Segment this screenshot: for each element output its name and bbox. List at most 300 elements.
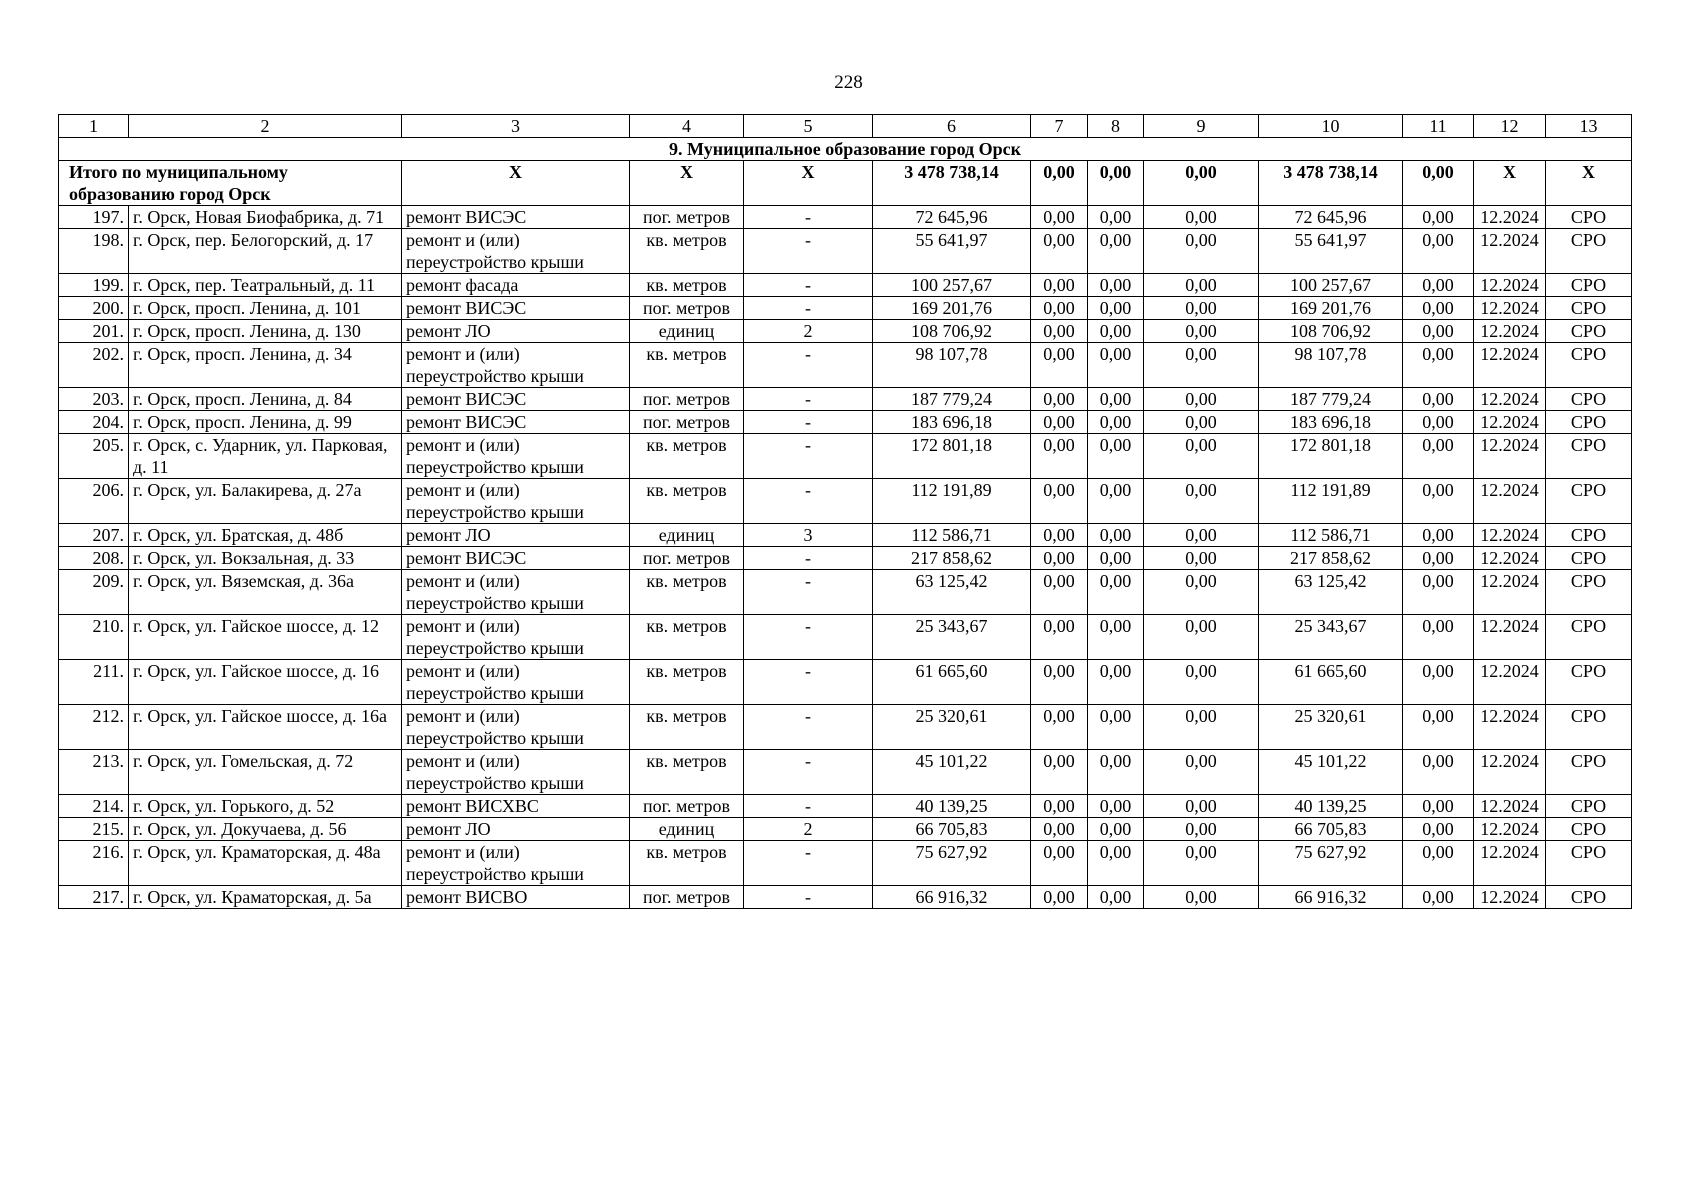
amount-cell: 0,00 xyxy=(1031,841,1088,886)
address-cell: г. Орск, ул. Гайское шоссе, д. 12 xyxy=(129,615,402,660)
amount-cell: 0,00 xyxy=(1144,320,1259,343)
amount-cell: 0,00 xyxy=(1031,570,1088,615)
column-number: 8 xyxy=(1088,115,1144,138)
amount-cell: 0,00 xyxy=(1403,818,1474,841)
work-type-cell: ремонт ЛО xyxy=(402,818,630,841)
address-cell: г. Орск, пер. Театральный, д. 11 xyxy=(129,274,402,297)
unit-cell: кв. метров xyxy=(630,479,744,524)
table-row xyxy=(59,274,1632,297)
unit-cell: пог. метров xyxy=(630,388,744,411)
amount-cell: 0,00 xyxy=(1144,229,1259,274)
quantity-cell: - xyxy=(744,274,873,297)
amount-cell: 0,00 xyxy=(1144,524,1259,547)
amount-cell: 45 101,22 xyxy=(1259,750,1403,795)
column-number: 5 xyxy=(744,115,873,138)
column-number: 1 xyxy=(59,115,129,138)
amount-cell: 0,00 xyxy=(1088,841,1144,886)
deadline-cell: 12.2024 xyxy=(1474,818,1546,841)
amount-cell: 0,00 xyxy=(1144,547,1259,570)
deadline-cell: 12.2024 xyxy=(1474,343,1546,388)
total-cell: 0,00 xyxy=(1031,161,1088,206)
address-cell: г. Орск, просп. Ленина, д. 99 xyxy=(129,411,402,434)
table-row xyxy=(59,705,1632,750)
work-type-cell: ремонт ВИСЭС xyxy=(402,547,630,570)
row-number: 203. xyxy=(59,388,129,411)
row-number: 205. xyxy=(59,434,129,479)
row-number: 211. xyxy=(59,660,129,705)
amount-cell: 0,00 xyxy=(1144,274,1259,297)
row-number: 207. xyxy=(59,524,129,547)
total-cell: 0,00 xyxy=(1144,161,1259,206)
work-type-cell: ремонт и (или) переустройство крыши xyxy=(402,479,630,524)
work-type-cell: ремонт ВИСЭС xyxy=(402,297,630,320)
row-number: 199. xyxy=(59,274,129,297)
column-number: 2 xyxy=(129,115,402,138)
amount-cell: 0,00 xyxy=(1031,479,1088,524)
amount-cell: 0,00 xyxy=(1403,660,1474,705)
amount-cell: 0,00 xyxy=(1403,524,1474,547)
amount-cell: 0,00 xyxy=(1144,570,1259,615)
amount-cell: 0,00 xyxy=(1031,206,1088,229)
cost-cell: 112 191,89 xyxy=(873,479,1031,524)
quantity-cell: - xyxy=(744,570,873,615)
unit-cell: кв. метров xyxy=(630,615,744,660)
quantity-cell: 2 xyxy=(744,320,873,343)
unit-cell: кв. метров xyxy=(630,229,744,274)
address-cell: г. Орск, просп. Ленина, д. 84 xyxy=(129,388,402,411)
total-row xyxy=(59,161,1632,206)
address-cell: г. Орск, ул. Вяземская, д. 36а xyxy=(129,570,402,615)
table-row xyxy=(59,229,1632,274)
amount-cell: 0,00 xyxy=(1144,479,1259,524)
cost-cell: 108 706,92 xyxy=(873,320,1031,343)
amount-cell: 66 916,32 xyxy=(1259,886,1403,909)
work-type-cell: ремонт и (или) переустройство крыши xyxy=(402,841,630,886)
amount-cell: 0,00 xyxy=(1403,795,1474,818)
row-number: 210. xyxy=(59,615,129,660)
deadline-cell: 12.2024 xyxy=(1474,479,1546,524)
table-row xyxy=(59,660,1632,705)
deadline-cell: 12.2024 xyxy=(1474,320,1546,343)
amount-cell: 0,00 xyxy=(1403,479,1474,524)
column-number: 10 xyxy=(1259,115,1403,138)
amount-cell: 0,00 xyxy=(1031,547,1088,570)
amount-cell: 0,00 xyxy=(1088,388,1144,411)
address-cell: г. Орск, ул. Балакирева, д. 27а xyxy=(129,479,402,524)
quantity-cell: - xyxy=(744,343,873,388)
executor-cell: СРО xyxy=(1546,547,1632,570)
deadline-cell: 12.2024 xyxy=(1474,547,1546,570)
amount-cell: 0,00 xyxy=(1403,547,1474,570)
amount-cell: 0,00 xyxy=(1031,343,1088,388)
executor-cell: СРО xyxy=(1546,886,1632,909)
amount-cell: 0,00 xyxy=(1403,388,1474,411)
address-cell: г. Орск, ул. Гайское шоссе, д. 16 xyxy=(129,660,402,705)
amount-cell: 0,00 xyxy=(1144,818,1259,841)
quantity-cell: - xyxy=(744,886,873,909)
quantity-cell: - xyxy=(744,388,873,411)
quantity-cell: 3 xyxy=(744,524,873,547)
amount-cell: 0,00 xyxy=(1144,750,1259,795)
amount-cell: 0,00 xyxy=(1088,660,1144,705)
amount-cell: 0,00 xyxy=(1088,479,1144,524)
work-type-cell: ремонт ВИСЭС xyxy=(402,206,630,229)
amount-cell: 0,00 xyxy=(1144,660,1259,705)
amount-cell: 0,00 xyxy=(1088,750,1144,795)
table-row xyxy=(59,320,1632,343)
row-number: 198. xyxy=(59,229,129,274)
executor-cell: СРО xyxy=(1546,795,1632,818)
column-number: 11 xyxy=(1403,115,1474,138)
address-cell: г. Орск, ул. Докучаева, д. 56 xyxy=(129,818,402,841)
column-number: 7 xyxy=(1031,115,1088,138)
total-cell: X xyxy=(744,161,873,206)
work-type-cell: ремонт и (или) переустройство крыши xyxy=(402,570,630,615)
work-type-cell: ремонт и (или) переустройство крыши xyxy=(402,660,630,705)
address-cell: г. Орск, ул. Краматорская, д. 48а xyxy=(129,841,402,886)
executor-cell: СРО xyxy=(1546,320,1632,343)
table-row xyxy=(59,570,1632,615)
table-row xyxy=(59,411,1632,434)
amount-cell: 72 645,96 xyxy=(1259,206,1403,229)
quantity-cell: - xyxy=(744,750,873,795)
executor-cell: СРО xyxy=(1546,274,1632,297)
unit-cell: единиц xyxy=(630,524,744,547)
address-cell: г. Орск, пер. Белогорский, д. 17 xyxy=(129,229,402,274)
executor-cell: СРО xyxy=(1546,388,1632,411)
work-type-cell: ремонт и (или) переустройство крыши xyxy=(402,343,630,388)
amount-cell: 0,00 xyxy=(1144,388,1259,411)
amount-cell: 0,00 xyxy=(1403,343,1474,388)
cost-cell: 217 858,62 xyxy=(873,547,1031,570)
address-cell: г. Орск, ул. Гайское шоссе, д. 16а xyxy=(129,705,402,750)
row-number: 206. xyxy=(59,479,129,524)
row-number: 213. xyxy=(59,750,129,795)
table-row xyxy=(59,818,1632,841)
unit-cell: кв. метров xyxy=(630,660,744,705)
amount-cell: 0,00 xyxy=(1031,524,1088,547)
amount-cell: 112 191,89 xyxy=(1259,479,1403,524)
work-type-cell: ремонт ВИСЭС xyxy=(402,411,630,434)
amount-cell: 0,00 xyxy=(1031,274,1088,297)
deadline-cell: 12.2024 xyxy=(1474,795,1546,818)
quantity-cell: - xyxy=(744,411,873,434)
address-cell: г. Орск, ул. Братская, д. 48б xyxy=(129,524,402,547)
amount-cell: 0,00 xyxy=(1031,615,1088,660)
unit-cell: кв. метров xyxy=(630,570,744,615)
amount-cell: 55 641,97 xyxy=(1259,229,1403,274)
amount-cell: 0,00 xyxy=(1403,434,1474,479)
amount-cell: 112 586,71 xyxy=(1259,524,1403,547)
row-number: 201. xyxy=(59,320,129,343)
amount-cell: 0,00 xyxy=(1088,547,1144,570)
amount-cell: 0,00 xyxy=(1031,388,1088,411)
cost-cell: 75 627,92 xyxy=(873,841,1031,886)
row-number: 217. xyxy=(59,886,129,909)
total-cell: X xyxy=(1546,161,1632,206)
cost-cell: 183 696,18 xyxy=(873,411,1031,434)
row-number: 202. xyxy=(59,343,129,388)
cost-cell: 112 586,71 xyxy=(873,524,1031,547)
quantity-cell: - xyxy=(744,841,873,886)
deadline-cell: 12.2024 xyxy=(1474,570,1546,615)
executor-cell: СРО xyxy=(1546,206,1632,229)
amount-cell: 0,00 xyxy=(1088,297,1144,320)
work-type-cell: ремонт и (или) переустройство крыши xyxy=(402,615,630,660)
deadline-cell: 12.2024 xyxy=(1474,841,1546,886)
amount-cell: 0,00 xyxy=(1144,343,1259,388)
amount-cell: 0,00 xyxy=(1144,886,1259,909)
column-number: 13 xyxy=(1546,115,1632,138)
table-row xyxy=(59,524,1632,547)
amount-cell: 0,00 xyxy=(1403,705,1474,750)
amount-cell: 0,00 xyxy=(1088,434,1144,479)
work-type-cell: ремонт ВИСЭС xyxy=(402,388,630,411)
deadline-cell: 12.2024 xyxy=(1474,615,1546,660)
column-number: 12 xyxy=(1474,115,1546,138)
amount-cell: 0,00 xyxy=(1088,570,1144,615)
amount-cell: 0,00 xyxy=(1031,297,1088,320)
column-number: 6 xyxy=(873,115,1031,138)
cost-cell: 66 705,83 xyxy=(873,818,1031,841)
work-type-cell: ремонт и (или) переустройство крыши xyxy=(402,434,630,479)
amount-cell: 100 257,67 xyxy=(1259,274,1403,297)
unit-cell: пог. метров xyxy=(630,297,744,320)
table-row xyxy=(59,297,1632,320)
executor-cell: СРО xyxy=(1546,229,1632,274)
cost-cell: 45 101,22 xyxy=(873,750,1031,795)
amount-cell: 75 627,92 xyxy=(1259,841,1403,886)
amount-cell: 0,00 xyxy=(1031,229,1088,274)
address-cell: г. Орск, просп. Ленина, д. 130 xyxy=(129,320,402,343)
table-row xyxy=(59,343,1632,388)
quantity-cell: - xyxy=(744,615,873,660)
work-type-cell: ремонт и (или) переустройство крыши xyxy=(402,750,630,795)
amount-cell: 0,00 xyxy=(1088,274,1144,297)
address-cell: г. Орск, с. Ударник, ул. Парковая, д. 11 xyxy=(129,434,402,479)
amount-cell: 0,00 xyxy=(1144,795,1259,818)
column-number: 3 xyxy=(402,115,630,138)
unit-cell: пог. метров xyxy=(630,547,744,570)
amount-cell: 25 320,61 xyxy=(1259,705,1403,750)
deadline-cell: 12.2024 xyxy=(1474,411,1546,434)
table-row xyxy=(59,886,1632,909)
cost-cell: 187 779,24 xyxy=(873,388,1031,411)
amount-cell: 0,00 xyxy=(1144,411,1259,434)
row-number: 216. xyxy=(59,841,129,886)
amount-cell: 0,00 xyxy=(1088,818,1144,841)
total-cell: 0,00 xyxy=(1403,161,1474,206)
amount-cell: 0,00 xyxy=(1031,818,1088,841)
amount-cell: 0,00 xyxy=(1144,841,1259,886)
column-number: 4 xyxy=(630,115,744,138)
amount-cell: 98 107,78 xyxy=(1259,343,1403,388)
table-row xyxy=(59,547,1632,570)
deadline-cell: 12.2024 xyxy=(1474,206,1546,229)
executor-cell: СРО xyxy=(1546,434,1632,479)
amount-cell: 0,00 xyxy=(1403,229,1474,274)
quantity-cell: - xyxy=(744,547,873,570)
amount-cell: 0,00 xyxy=(1088,795,1144,818)
address-cell: г. Орск, ул. Горького, д. 52 xyxy=(129,795,402,818)
total-cell: X xyxy=(630,161,744,206)
executor-cell: СРО xyxy=(1546,818,1632,841)
deadline-cell: 12.2024 xyxy=(1474,388,1546,411)
cost-cell: 98 107,78 xyxy=(873,343,1031,388)
amount-cell: 217 858,62 xyxy=(1259,547,1403,570)
row-number: 209. xyxy=(59,570,129,615)
amount-cell: 183 696,18 xyxy=(1259,411,1403,434)
amount-cell: 25 343,67 xyxy=(1259,615,1403,660)
executor-cell: СРО xyxy=(1546,841,1632,886)
amount-cell: 0,00 xyxy=(1403,886,1474,909)
amount-cell: 0,00 xyxy=(1403,411,1474,434)
table-row xyxy=(59,750,1632,795)
total-cell: X xyxy=(402,161,630,206)
quantity-cell: 2 xyxy=(744,818,873,841)
amount-cell: 0,00 xyxy=(1088,524,1144,547)
section-title: 9. Муниципальное образование город Орск xyxy=(59,138,1632,161)
amount-cell: 0,00 xyxy=(1403,750,1474,795)
cost-cell: 40 139,25 xyxy=(873,795,1031,818)
amount-cell: 0,00 xyxy=(1088,229,1144,274)
amount-cell: 0,00 xyxy=(1403,615,1474,660)
cost-cell: 100 257,67 xyxy=(873,274,1031,297)
amount-cell: 0,00 xyxy=(1088,206,1144,229)
work-type-cell: ремонт ВИСХВС xyxy=(402,795,630,818)
amount-cell: 0,00 xyxy=(1031,660,1088,705)
address-cell: г. Орск, просп. Ленина, д. 34 xyxy=(129,343,402,388)
amount-cell: 0,00 xyxy=(1144,297,1259,320)
row-number: 208. xyxy=(59,547,129,570)
deadline-cell: 12.2024 xyxy=(1474,660,1546,705)
work-type-cell: ремонт ЛО xyxy=(402,320,630,343)
work-type-cell: ремонт ЛО xyxy=(402,524,630,547)
amount-cell: 0,00 xyxy=(1088,705,1144,750)
amount-cell: 0,00 xyxy=(1031,795,1088,818)
row-number: 197. xyxy=(59,206,129,229)
column-number-row xyxy=(59,115,1632,138)
total-cell: X xyxy=(1474,161,1546,206)
unit-cell: кв. метров xyxy=(630,841,744,886)
amount-cell: 169 201,76 xyxy=(1259,297,1403,320)
amount-cell: 0,00 xyxy=(1031,750,1088,795)
cost-cell: 25 343,67 xyxy=(873,615,1031,660)
amount-cell: 0,00 xyxy=(1088,343,1144,388)
page-number: 228 xyxy=(834,72,863,93)
amount-cell: 0,00 xyxy=(1031,320,1088,343)
address-cell: г. Орск, ул. Вокзальная, д. 33 xyxy=(129,547,402,570)
executor-cell: СРО xyxy=(1546,660,1632,705)
unit-cell: кв. метров xyxy=(630,274,744,297)
row-number: 214. xyxy=(59,795,129,818)
address-cell: г. Орск, ул. Гомельская, д. 72 xyxy=(129,750,402,795)
row-number: 200. xyxy=(59,297,129,320)
executor-cell: СРО xyxy=(1546,411,1632,434)
table-row xyxy=(59,615,1632,660)
amount-cell: 0,00 xyxy=(1144,434,1259,479)
amount-cell: 0,00 xyxy=(1403,570,1474,615)
amount-cell: 40 139,25 xyxy=(1259,795,1403,818)
amount-cell: 0,00 xyxy=(1088,320,1144,343)
amount-cell: 0,00 xyxy=(1144,705,1259,750)
cost-cell: 63 125,42 xyxy=(873,570,1031,615)
cost-cell: 55 641,97 xyxy=(873,229,1031,274)
deadline-cell: 12.2024 xyxy=(1474,886,1546,909)
amount-cell: 0,00 xyxy=(1403,320,1474,343)
unit-cell: кв. метров xyxy=(630,343,744,388)
address-cell: г. Орск, ул. Краматорская, д. 5а xyxy=(129,886,402,909)
amount-cell: 66 705,83 xyxy=(1259,818,1403,841)
table-row xyxy=(59,388,1632,411)
amount-cell: 0,00 xyxy=(1031,705,1088,750)
cost-cell: 25 320,61 xyxy=(873,705,1031,750)
amount-cell: 0,00 xyxy=(1144,206,1259,229)
deadline-cell: 12.2024 xyxy=(1474,750,1546,795)
deadline-cell: 12.2024 xyxy=(1474,274,1546,297)
cost-cell: 61 665,60 xyxy=(873,660,1031,705)
row-number: 215. xyxy=(59,818,129,841)
work-type-cell: ремонт и (или) переустройство крыши xyxy=(402,705,630,750)
quantity-cell: - xyxy=(744,229,873,274)
quantity-cell: - xyxy=(744,660,873,705)
row-number: 212. xyxy=(59,705,129,750)
amount-cell: 172 801,18 xyxy=(1259,434,1403,479)
work-type-cell: ремонт ВИСВО xyxy=(402,886,630,909)
executor-cell: СРО xyxy=(1546,750,1632,795)
amount-cell: 108 706,92 xyxy=(1259,320,1403,343)
total-cell: 3 478 738,14 xyxy=(873,161,1031,206)
unit-cell: пог. метров xyxy=(630,411,744,434)
amount-cell: 0,00 xyxy=(1403,297,1474,320)
unit-cell: пог. метров xyxy=(630,795,744,818)
amount-cell: 0,00 xyxy=(1031,411,1088,434)
table-row xyxy=(59,841,1632,886)
amount-cell: 0,00 xyxy=(1403,274,1474,297)
quantity-cell: - xyxy=(744,434,873,479)
row-number: 204. xyxy=(59,411,129,434)
quantity-cell: - xyxy=(744,795,873,818)
cost-cell: 169 201,76 xyxy=(873,297,1031,320)
unit-cell: пог. метров xyxy=(630,206,744,229)
amount-cell: 0,00 xyxy=(1031,434,1088,479)
executor-cell: СРО xyxy=(1546,615,1632,660)
amount-cell: 0,00 xyxy=(1088,411,1144,434)
executor-cell: СРО xyxy=(1546,479,1632,524)
cost-cell: 66 916,32 xyxy=(873,886,1031,909)
deadline-cell: 12.2024 xyxy=(1474,229,1546,274)
executor-cell: СРО xyxy=(1546,524,1632,547)
cost-cell: 172 801,18 xyxy=(873,434,1031,479)
total-cell: 3 478 738,14 xyxy=(1259,161,1403,206)
executor-cell: СРО xyxy=(1546,570,1632,615)
unit-cell: единиц xyxy=(630,320,744,343)
amount-cell: 187 779,24 xyxy=(1259,388,1403,411)
total-cell: 0,00 xyxy=(1088,161,1144,206)
total-label: Итого по муниципальному образованию город Орск xyxy=(59,161,402,206)
work-type-cell: ремонт фасада xyxy=(402,274,630,297)
work-type-cell: ремонт и (или) переустройство крыши xyxy=(402,229,630,274)
amount-cell: 0,00 xyxy=(1403,841,1474,886)
table-row xyxy=(59,206,1632,229)
amount-cell: 0,00 xyxy=(1144,615,1259,660)
quantity-cell: - xyxy=(744,479,873,524)
amount-cell: 0,00 xyxy=(1031,886,1088,909)
quantity-cell: - xyxy=(744,705,873,750)
executor-cell: СРО xyxy=(1546,297,1632,320)
table-row xyxy=(59,479,1632,524)
repair-register-table xyxy=(58,114,1632,909)
